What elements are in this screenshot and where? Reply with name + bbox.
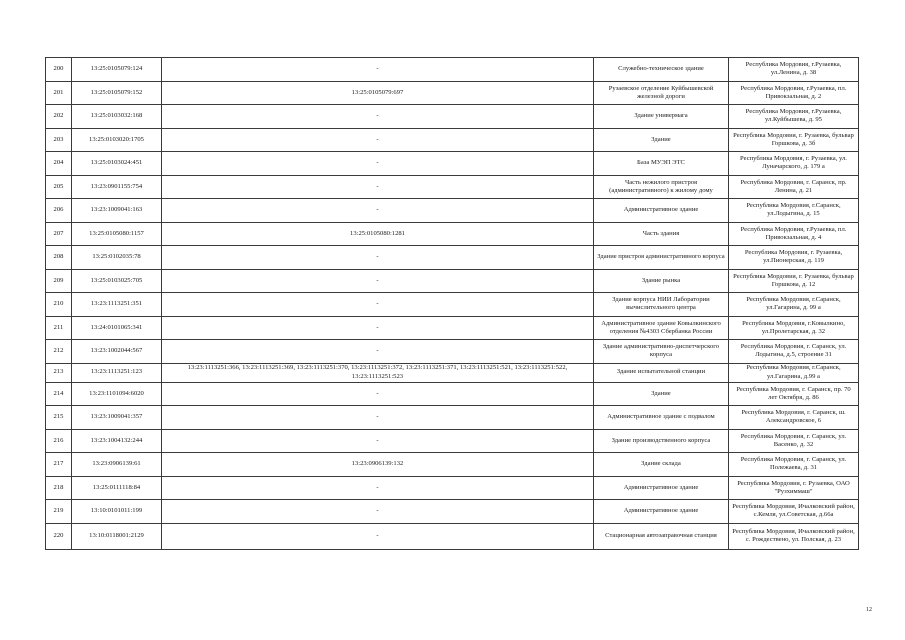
related-cadastral-cell: -	[162, 406, 594, 430]
object-name-cell: Здание пристроя административного корпуса	[594, 246, 729, 270]
cadastral-number-cell: 13:23:1101094:6020	[72, 382, 162, 406]
object-name-cell: Административное здание с подвалом	[594, 406, 729, 430]
object-name-cell: Здание склада	[594, 453, 729, 477]
address-cell: Республика Мордовия, г. Рузаевка, ОАО "Рузхиммаш"	[729, 476, 859, 500]
row-number-cell: 204	[46, 152, 72, 176]
table-row	[46, 316, 859, 340]
cadastral-number-cell: 13:23:1009041:163	[72, 199, 162, 223]
related-cadastral-cell: 13:23:0906139:132	[162, 453, 594, 477]
table-row	[46, 81, 859, 105]
object-name-cell: Здание универмага	[594, 105, 729, 129]
cadastral-number-cell: 13:10:0101011:199	[72, 500, 162, 524]
related-cadastral-cell: -	[162, 429, 594, 453]
related-cadastral-cell: -	[162, 128, 594, 152]
related-cadastral-cell: 13:23:1113251:366, 13:23:1113251:369, 13:23:1113251:370, 13:23:1113251:372, 13:23:1113251:371, 13:23:1113251:521, 13:23:1113251:522, 13:23:1113251:523	[162, 363, 594, 382]
address-cell: Республика Мордовия, г.Рузаевка, пл. Привокзальная, д. 2	[729, 81, 859, 105]
table-body	[46, 58, 859, 550]
table-row	[46, 152, 859, 176]
row-number-cell: 214	[46, 382, 72, 406]
page-number: 12	[866, 607, 872, 613]
cadastral-number-cell: 13:23:0901155:754	[72, 175, 162, 199]
row-number-cell: 220	[46, 523, 72, 549]
object-name-cell: Рузаевское отделение Куйбышевской железной дороги	[594, 81, 729, 105]
row-number-cell: 206	[46, 199, 72, 223]
cadastral-number-cell: 13:25:0103020:1705	[72, 128, 162, 152]
related-cadastral-cell: -	[162, 476, 594, 500]
table-row	[46, 58, 859, 82]
address-cell: Республика Мордовия, г. Саранск, ул. Полежаева, д. 31	[729, 453, 859, 477]
object-name-cell: Здание административно-диспетчерского корпуса	[594, 340, 729, 364]
row-number-cell: 210	[46, 293, 72, 317]
address-cell: Республика Мордовия, г. Саранск, пр. Ленина, д. 21	[729, 175, 859, 199]
cadastral-number-cell: 13:24:0101065:341	[72, 316, 162, 340]
cadastral-number-cell: 13:25:0102035:78	[72, 246, 162, 270]
cadastral-number-cell: 13:23:1113251:351	[72, 293, 162, 317]
object-name-cell: Здание рынка	[594, 269, 729, 293]
table-row	[46, 293, 859, 317]
address-cell: Республика Мордовия, Ичалковский район, с. Рождествено, ул. Полская, д. 23	[729, 523, 859, 549]
row-number-cell: 217	[46, 453, 72, 477]
table-row	[46, 523, 859, 549]
cadastral-number-cell: 13:25:0103025:705	[72, 269, 162, 293]
table-row	[46, 340, 859, 364]
related-cadastral-cell: -	[162, 152, 594, 176]
row-number-cell: 218	[46, 476, 72, 500]
related-cadastral-cell: -	[162, 246, 594, 270]
row-number-cell: 202	[46, 105, 72, 129]
address-cell: Республика Мордовия, г.Рузаевка, ул.Ленина, д. 38	[729, 58, 859, 82]
related-cadastral-cell: -	[162, 58, 594, 82]
object-name-cell: Часть нежилого пристроя (административного) к жилому дому	[594, 175, 729, 199]
table-row	[46, 406, 859, 430]
object-name-cell: Служебно-техническое здание	[594, 58, 729, 82]
table-row	[46, 453, 859, 477]
address-cell: Республика Мордовия, г. Рузаевка, бульвар Горшкова, д. 12	[729, 269, 859, 293]
related-cadastral-cell: -	[162, 175, 594, 199]
cadastral-number-cell: 13:25:0103024:451	[72, 152, 162, 176]
cadastral-number-cell: 13:10:0118001:2129	[72, 523, 162, 549]
cadastral-number-cell: 13:25:0105080:1157	[72, 222, 162, 246]
address-cell: Республика Мордовия, г.Саранск, ул.Гагарина, д. 99 а	[729, 293, 859, 317]
object-name-cell: Часть здания	[594, 222, 729, 246]
object-name-cell: Здание корпуса НИИ Лаборатории вычислительного центра	[594, 293, 729, 317]
row-number-cell: 209	[46, 269, 72, 293]
row-number-cell: 207	[46, 222, 72, 246]
cadastral-number-cell: 13:25:0105079:124	[72, 58, 162, 82]
object-name-cell: Административное здание	[594, 476, 729, 500]
address-cell: Республика Мордовия, Ичалковский район, с.Кемля, ул.Советская, д.66а	[729, 500, 859, 524]
row-number-cell: 212	[46, 340, 72, 364]
address-cell: Республика Мордовия, г.Рузаевка, ул.Куйбышева, д. 95	[729, 105, 859, 129]
table-row	[46, 222, 859, 246]
related-cadastral-cell: -	[162, 293, 594, 317]
table-row	[46, 199, 859, 223]
table-row	[46, 500, 859, 524]
row-number-cell: 205	[46, 175, 72, 199]
related-cadastral-cell: -	[162, 340, 594, 364]
address-cell: Республика Мордовия, г. Рузаевка, бульвар Горшкова, д. 3б	[729, 128, 859, 152]
row-number-cell: 201	[46, 81, 72, 105]
address-cell: Республика Мордовия, г.Рузаевка, пл. Привокзальная, д. 4	[729, 222, 859, 246]
related-cadastral-cell: -	[162, 316, 594, 340]
address-cell: Республика Мордовия, г.Саранск, ул.Лодыгина, д. 15	[729, 199, 859, 223]
object-name-cell: Административное здание Ковылкинского отделения №4303 Сбербанка России	[594, 316, 729, 340]
table-row	[46, 269, 859, 293]
row-number-cell: 216	[46, 429, 72, 453]
related-cadastral-cell: -	[162, 523, 594, 549]
property-table	[45, 57, 859, 550]
object-name-cell: Здание испытательной станции	[594, 363, 729, 382]
table-row	[46, 363, 859, 382]
row-number-cell: 200	[46, 58, 72, 82]
row-number-cell: 215	[46, 406, 72, 430]
related-cadastral-cell: -	[162, 269, 594, 293]
cadastral-number-cell: 13:23:1004132:244	[72, 429, 162, 453]
table-row	[46, 382, 859, 406]
related-cadastral-cell: -	[162, 105, 594, 129]
cadastral-number-cell: 13:23:1009041:357	[72, 406, 162, 430]
address-cell: Республика Мордовия, г. Саранск, ш. Александровское, 6	[729, 406, 859, 430]
object-name-cell: Административное здание	[594, 199, 729, 223]
row-number-cell: 213	[46, 363, 72, 382]
related-cadastral-cell: 13:25:0105080:1281	[162, 222, 594, 246]
related-cadastral-cell: -	[162, 500, 594, 524]
cadastral-number-cell: 13:23:1002044:567	[72, 340, 162, 364]
cadastral-number-cell: 13:25:0111118:84	[72, 476, 162, 500]
cadastral-number-cell: 13:25:0105079:152	[72, 81, 162, 105]
address-cell: Республика Мордовия, г. Саранск, ул. Васенко, д. 32	[729, 429, 859, 453]
object-name-cell: Стационарная автозаправочная станция	[594, 523, 729, 549]
table-row	[46, 105, 859, 129]
table-row	[46, 128, 859, 152]
object-name-cell: База МУЭП ЭТС	[594, 152, 729, 176]
object-name-cell: Здание	[594, 128, 729, 152]
cadastral-number-cell: 13:25:0103032:168	[72, 105, 162, 129]
table-row	[46, 476, 859, 500]
related-cadastral-cell: -	[162, 199, 594, 223]
row-number-cell: 208	[46, 246, 72, 270]
address-cell: Республика Мордовия, г. Саранск, пр. 70 лет Октября, д. 86	[729, 382, 859, 406]
table-row	[46, 429, 859, 453]
address-cell: Республика Мордовия, г. Рузаевка, ул. Луначарского, д. 179 а	[729, 152, 859, 176]
object-name-cell: Здание	[594, 382, 729, 406]
object-name-cell: Здание производственного корпуса	[594, 429, 729, 453]
cadastral-number-cell: 13:23:1113251:123	[72, 363, 162, 382]
table-row	[46, 175, 859, 199]
address-cell: Республика Мордовия, г. Саранск, ул. Лодыгина, д.5, строение 31	[729, 340, 859, 364]
object-name-cell: Административное здание	[594, 500, 729, 524]
table-row	[46, 246, 859, 270]
related-cadastral-cell: 13:25:0105079:697	[162, 81, 594, 105]
address-cell: Республика Мордовия, г.Ковылкино, ул.Пролетарская, д. 32	[729, 316, 859, 340]
row-number-cell: 203	[46, 128, 72, 152]
cadastral-number-cell: 13:23:0906139:61	[72, 453, 162, 477]
related-cadastral-cell: -	[162, 382, 594, 406]
row-number-cell: 219	[46, 500, 72, 524]
row-number-cell: 211	[46, 316, 72, 340]
address-cell: Республика Мордовия, г. Рузаевка, ул.Пионерская, д. 119	[729, 246, 859, 270]
address-cell: Республика Мордовия, г.Саранск, ул.Гагарина, д.99 а	[729, 363, 859, 382]
